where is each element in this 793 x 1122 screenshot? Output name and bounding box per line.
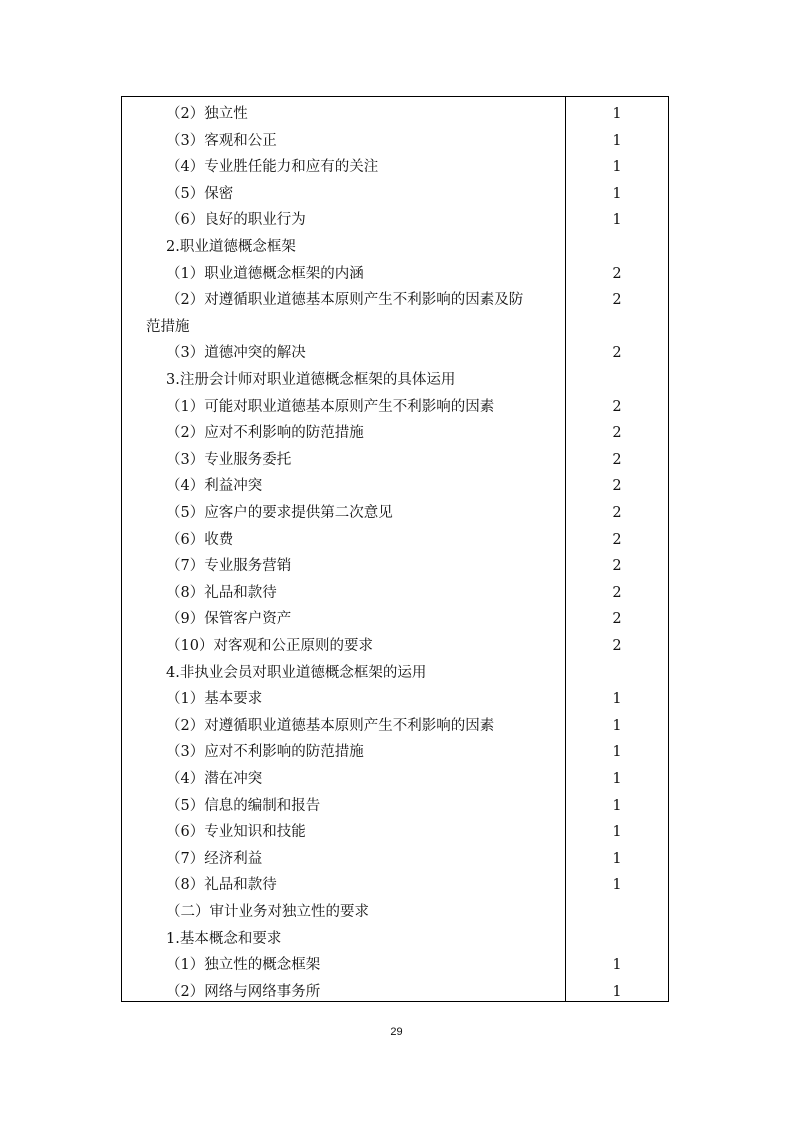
topic-text: （7）专业服务营销 <box>166 558 292 574</box>
topic-text: （7）经济利益 <box>166 851 263 867</box>
section-heading: 4.非执业会员对职业道德概念框架的运用 <box>166 665 427 681</box>
hours-value: 1 <box>612 851 622 867</box>
topic-text: （2）网络与网络事务所 <box>166 984 321 1000</box>
topic-text: （10）对客观和公正原则的要求 <box>166 638 373 654</box>
hours-value: 2 <box>612 452 622 468</box>
hours-value: 1 <box>612 718 622 734</box>
section-heading: 2.职业道德概念框架 <box>166 239 296 255</box>
topic-text: （2）对遵循职业道德基本原则产生不利影响的因素及防 <box>166 292 524 308</box>
topic-text: （5）信息的编制和报告 <box>166 798 321 814</box>
hours-value: 1 <box>612 133 622 149</box>
topic-text: （6）良好的职业行为 <box>166 212 306 228</box>
hours-value: 2 <box>612 532 622 548</box>
hours-value: 2 <box>612 425 622 441</box>
topic-text: （1）基本要求 <box>166 691 263 707</box>
hours-value: 1 <box>612 744 622 760</box>
topic-text: （3）道德冲突的解决 <box>166 345 306 361</box>
hours-value: 1 <box>612 106 622 122</box>
topic-text-continuation: 范措施 <box>146 319 190 335</box>
topic-text: （4）潜在冲突 <box>166 771 263 787</box>
hours-value: 1 <box>612 824 622 840</box>
section-heading: 1.基本概念和要求 <box>166 931 282 947</box>
syllabus-table <box>121 96 669 1002</box>
hours-value: 2 <box>612 611 622 627</box>
hours-value: 1 <box>612 186 622 202</box>
topic-text: （1）独立性的概念框架 <box>166 957 321 973</box>
hours-value: 1 <box>612 957 622 973</box>
topic-text: （3）专业服务委托 <box>166 452 292 468</box>
hours-value: 1 <box>612 771 622 787</box>
topic-text: （1）职业道德概念框架的内涵 <box>166 266 364 282</box>
topic-text: （2）对遵循职业道德基本原则产生不利影响的因素 <box>166 718 495 734</box>
topic-text: （2）独立性 <box>166 106 248 122</box>
topic-text: （3）客观和公正 <box>166 133 277 149</box>
topic-text: （4）专业胜任能力和应有的关注 <box>166 159 379 175</box>
hours-value: 2 <box>612 266 622 282</box>
hours-value: 2 <box>612 558 622 574</box>
hours-value: 2 <box>612 585 622 601</box>
topic-text: （6）收费 <box>166 532 234 548</box>
page-number: 29 <box>390 1026 403 1038</box>
section-heading: （二）审计业务对独立性的要求 <box>166 904 369 920</box>
topic-text: （1）可能对职业道德基本原则产生不利影响的因素 <box>166 399 495 415</box>
hours-value: 1 <box>612 798 622 814</box>
hours-value: 1 <box>612 691 622 707</box>
topic-text: （8）礼品和款待 <box>166 585 277 601</box>
topic-text: （4）利益冲突 <box>166 478 263 494</box>
topic-text: （2）应对不利影响的防范措施 <box>166 425 364 441</box>
section-heading: 3.注册会计师对职业道德概念框架的具体运用 <box>166 372 456 388</box>
hours-value: 2 <box>612 345 622 361</box>
topic-text: （5）应客户的要求提供第二次意见 <box>166 505 393 521</box>
hours-value: 2 <box>612 638 622 654</box>
topic-text: （3）应对不利影响的防范措施 <box>166 744 364 760</box>
hours-value: 2 <box>612 505 622 521</box>
topic-text: （8）礼品和款待 <box>166 877 277 893</box>
hours-value: 2 <box>612 478 622 494</box>
hours-value: 1 <box>612 212 622 228</box>
topic-text: （9）保管客户资产 <box>166 611 292 627</box>
hours-value: 2 <box>612 292 622 308</box>
hours-value: 1 <box>612 877 622 893</box>
hours-value: 2 <box>612 399 622 415</box>
topic-text: （6）专业知识和技能 <box>166 824 306 840</box>
hours-value: 1 <box>612 984 622 1000</box>
topic-text: （5）保密 <box>166 186 234 202</box>
hours-value: 1 <box>612 159 622 175</box>
